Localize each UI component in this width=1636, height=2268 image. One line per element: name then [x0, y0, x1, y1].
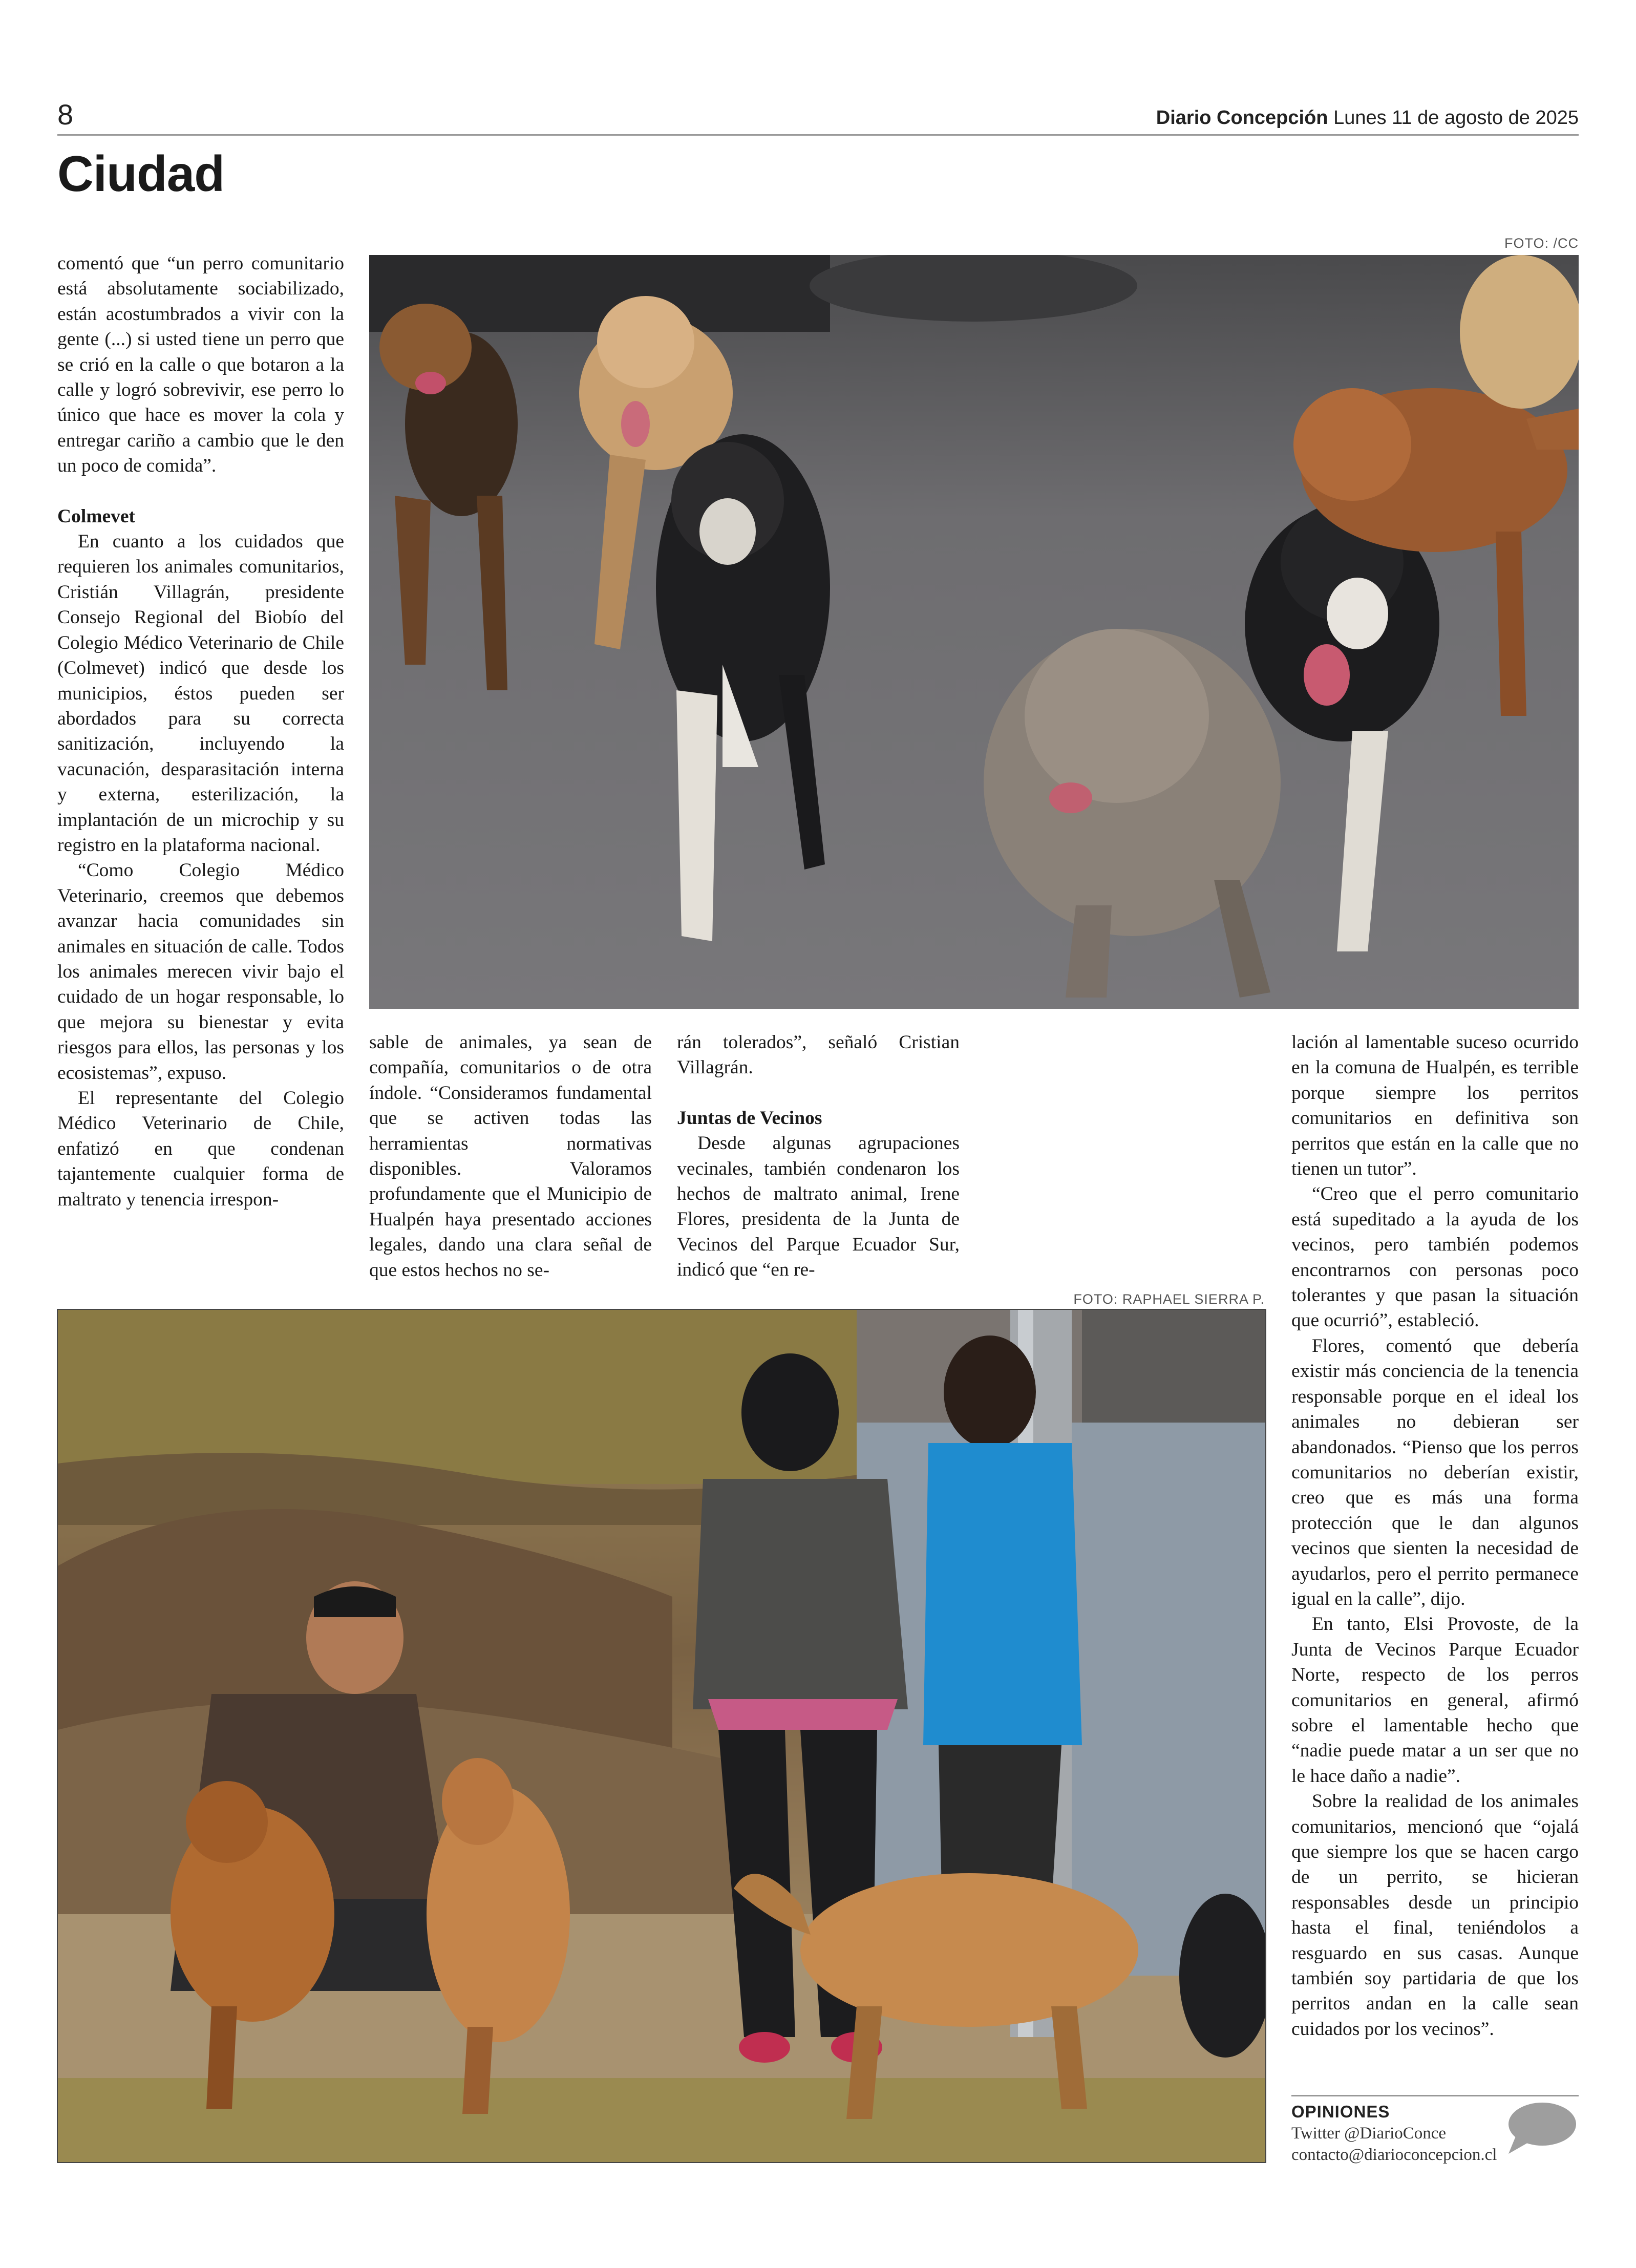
speech-bubble-icon [1505, 2101, 1577, 2157]
page-number: 8 [57, 98, 74, 131]
article-column-4 [1291, 1030, 1579, 2042]
paragraph: Flores, comentó que debería existir más conciencia de la tenencia responsable porque en el ideal los animales no debieran ser abandonados. “Pienso que los perros comunitarios no deberían existir, creo que es más una forma protección que le dan algunos vecinos que sienten la necesidad de ayudarlos, pero el perrito permanece igual en la calle”, dijo. [1291, 1335, 1579, 1609]
header-rule [57, 134, 1579, 136]
dogs-running-photo [369, 255, 1579, 1009]
newspaper-name: Diario Concepción [1156, 107, 1328, 129]
top-photo-credit: FOTO: /CC [1504, 236, 1579, 251]
bottom-photo-credit: FOTO: RAPHAEL SIERRA P. [1073, 1291, 1265, 1307]
paragraph: sable de animales, ya sean de compañía, comunitarios o de otra índole. “Consideramos fundamental que se activen todas las herramientas normativas disponibles. Valoramos profundamente que el Municipio de Hualpén haya presentado acciones legales, dando una clara señal de que estos hechos no se- [369, 1032, 652, 1281]
twitter-handle[interactable]: Twitter @DiarioConce [1291, 2124, 1447, 2143]
issue-date: Lunes 11 de agosto de 2025 [1333, 107, 1579, 129]
paragraph: El representante del Colegio Médico Veterinario de Chile, enfatizó en que condenan tajantemente cualquier forma de maltrato y tenencia irrespon- [57, 1088, 344, 1210]
paragraph: En cuanto a los cuidados que requieren los animales comunitarios, Cristián Villagrán, presidente Consejo Regional del Biobío del Colegio Médico Veterinario de Chile (Colmevet) indicó que desde los municipios, éstos pueden ser abordados para su correcta sanitización, incluyendo la vacunación, desparasitación interna y externa, esterilización, la implantación de un microchip y su registro en la plataforma nacional. [57, 531, 344, 856]
paragraph: Desde algunas agrupaciones vecinales, también condenaron los hechos de maltrato animal, Irene Flores, presidenta de la Junta de Vecinos del Parque Ecuador Sur, indicó que “en re- [677, 1133, 960, 1281]
paragraph: En tanto, Elsi Provoste, de la Junta de Vecinos Parque Ecuador Norte, respecto de los perros comunitarios en general, afirmó sobre el lamentable hecho que “nadie puede matar a un ser que no le hace daño a nadie”. [1291, 1614, 1579, 1787]
paragraph: “Como Colegio Médico Veterinario, creemos que debemos avanzar hacia comunidades sin animales en situación de calle. Todos los animales merecen vivir bajo el cuidado de un hogar responsable, lo que mejora su bienestar y evita riesgos para ellos, las personas y los ecosistemas”, expuso. [57, 860, 344, 1084]
paragraph: “Creo que el perro comunitario está supeditado a la ayuda de los vecinos, pero también podemos encontrarnos con personas poco tolerantes y que pasan la situación que ocurrió”, estableció. [1291, 1183, 1579, 1331]
paragraph: comentó que “un perro comunitario está absolutamente sociabilizado, están acostumbrados a vivir con la gente (...) si usted tiene un perro que se crió en la calle o que botaron a la calle y logró sobrevivir, ese perro lo único que hace es mover la cola y entregar cariño a cambio que le den un poco de comida”. [57, 253, 344, 477]
footer-rule [1291, 2095, 1579, 2096]
masthead [1156, 107, 1579, 129]
people-with-dogs-photo [58, 1310, 1265, 2162]
article-column-1 [57, 251, 344, 1212]
paragraph: Sobre la realidad de los animales comunitarios, mencionó que “ojalá que siempre los que se hacen cargo de un perrito, se hicieran responsables desde un principio hasta el final, teniéndolos a resguardo en sus casas. Aunque también soy partidaria de que los perritos andan en la calle sean cuidados por los vecinos”. [1291, 1791, 1579, 2040]
article-column-3 [677, 1030, 960, 1283]
paragraph: lación al lamentable suceso ocurrido en la comuna de Hualpén, es terrible porque siempre los perritos comunitarios en definitiva son perritos que están en la calle que no tienen un tutor”. [1291, 1032, 1579, 1180]
section-title: Ciudad [57, 145, 225, 202]
contact-email[interactable]: contacto@diarioconcepcion.cl [1291, 2146, 1497, 2164]
subheading-juntas-de-vecinos: Juntas de Vecinos [677, 1107, 822, 1129]
article-column-2 [369, 1030, 652, 1283]
paragraph: rán tolerados”, señaló Cristian Villagrán. [677, 1032, 960, 1078]
subheading-colmevet: Colmevet [57, 505, 136, 527]
opiniones-label: OPINIONES [1291, 2102, 1390, 2121]
